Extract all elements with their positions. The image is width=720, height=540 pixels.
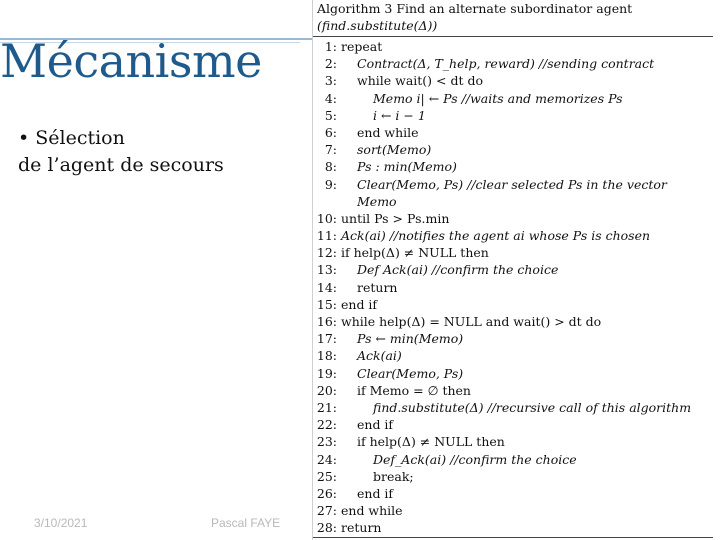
algorithm-line-number: 3: — [324, 73, 337, 89]
slide-title: Mécanisme — [0, 34, 262, 88]
algorithm-line — [313, 313, 720, 330]
algorithm-line-number: 4: — [324, 90, 337, 106]
algorithm-line — [313, 124, 720, 141]
algorithm-line-text: Contract(Δ, T_help, reward) //sending contract — [357, 56, 655, 72]
algorithm-line — [313, 261, 720, 278]
algorithm-signature: (find.substitute(Δ)) — [317, 18, 438, 33]
algorithm-line — [313, 468, 720, 485]
algorithm-line-number: 26: — [316, 485, 337, 501]
algorithm-line — [313, 141, 720, 158]
algorithm-line-text: Ack(ai) //notifies the agent ai whose Ps is chosen — [341, 228, 651, 244]
algorithm-line — [313, 90, 720, 107]
algorithm-line-number: 1: — [324, 39, 337, 54]
algorithm-line-text: until Ps > Ps.min — [341, 210, 450, 226]
algorithm-line — [313, 519, 720, 536]
algorithm-line-number: 16: — [316, 314, 337, 329]
algorithm-line-number: 9: — [324, 176, 337, 192]
algorithm-line-text: Memo i| ← Ps //waits and memorizes Ps — [373, 90, 623, 106]
algorithm-line — [313, 382, 720, 399]
algorithm-line-number: 20: — [316, 382, 337, 398]
algorithm-line-number: 19: — [316, 365, 337, 381]
algorithm-line-text: Clear(Memo, Ps) //clear selected Ps in the vector — [357, 176, 667, 192]
algorithm-line-number: 22: — [316, 417, 337, 433]
algorithm-line-number: 13: — [316, 262, 337, 278]
algorithm-line-text: while wait() < dt do — [357, 73, 483, 89]
algorithm-line — [313, 485, 720, 502]
algorithm-line — [313, 451, 720, 468]
algorithm-line-text: Ack(ai) — [357, 348, 402, 364]
algorithm-line-number: 5: — [324, 107, 337, 123]
algorithm-line-number: 11: — [316, 228, 337, 244]
algorithm-line-text: end if — [357, 485, 394, 501]
algorithm-lines — [313, 38, 720, 536]
algorithm-line-text: end while — [341, 503, 403, 519]
algorithm-line — [313, 176, 720, 193]
algorithm-line — [313, 416, 720, 433]
algorithm-line-text: find.substitute(Δ) //recursive call of this algorithm — [373, 399, 692, 415]
algorithm-line-text: sort(Memo) — [357, 142, 432, 158]
algorithm-line — [313, 55, 720, 72]
algorithm-line-number: 12: — [316, 245, 337, 261]
algorithm-line-text: i ← i − 1 — [373, 107, 426, 123]
algorithm-line-text: end if — [341, 296, 378, 312]
algorithm-bottom-rule — [313, 537, 713, 538]
algorithm-line-number: 17: — [316, 331, 337, 347]
algorithm-line-number: 23: — [316, 434, 337, 450]
algorithm-line-text: break; — [373, 468, 414, 484]
algorithm-line-text: if help(Δ) ≠ NULL then — [341, 245, 489, 261]
algorithm-line-number: 6: — [324, 124, 337, 140]
algorithm-line-number: 18: — [316, 348, 337, 364]
algorithm-line — [313, 158, 720, 175]
footer-date: 3/10/2021 — [34, 516, 88, 530]
algorithm-line — [313, 244, 720, 261]
algorithm-line-text: Def_Ack(ai) //confirm the choice — [373, 451, 577, 467]
algorithm-line — [313, 227, 720, 244]
algorithm-line-text: return — [357, 279, 398, 295]
algorithm-line — [313, 72, 720, 89]
algorithm-line-number: 21: — [316, 399, 337, 415]
algorithm-line-number: 7: — [324, 142, 337, 158]
algorithm-line-number: 8: — [324, 159, 337, 175]
algorithm-line-number: 15: — [316, 296, 337, 312]
algorithm-line-number: 24: — [316, 451, 337, 467]
algorithm-line — [313, 210, 720, 227]
algorithm-line-text: return — [341, 520, 382, 536]
algorithm-panel — [312, 0, 720, 540]
bullet-text — [18, 125, 224, 179]
algorithm-line — [313, 347, 720, 364]
algorithm-line — [313, 399, 720, 416]
algorithm-header-rule — [313, 36, 713, 37]
algorithm-line-text: end while — [357, 124, 419, 140]
algorithm-line — [313, 279, 720, 296]
algorithm-line — [313, 330, 720, 347]
algorithm-title: Algorithm 3 Find an alternate subordinator agent — [317, 1, 633, 16]
algorithm-line-text: Ps : min(Memo) — [357, 159, 457, 175]
algorithm-line-number: 25: — [316, 468, 337, 484]
algorithm-line-text: end if — [357, 417, 394, 433]
algorithm-line-text: if Memo = ∅ then — [357, 382, 471, 398]
algorithm-line — [313, 38, 720, 55]
algorithm-line — [313, 296, 720, 313]
algorithm-line-number: 2: — [324, 56, 337, 72]
algorithm-line-text: Ps ← min(Memo) — [357, 331, 464, 347]
algorithm-line — [313, 193, 720, 210]
algorithm-line-text: Memo — [357, 193, 397, 209]
algorithm-line-text: if help(Δ) ≠ NULL then — [357, 434, 505, 450]
algorithm-line-text: Clear(Memo, Ps) — [357, 365, 464, 381]
algorithm-line-text: repeat — [341, 39, 383, 54]
bullet-line-1: • Sélection — [18, 127, 125, 149]
algorithm-line-text: Def Ack(ai) //confirm the choice — [357, 262, 559, 278]
algorithm-header — [317, 0, 717, 40]
footer-author: Pascal FAYE — [211, 516, 281, 530]
algorithm-line — [313, 433, 720, 450]
algorithm-line-number: 10: — [316, 210, 337, 226]
algorithm-line — [313, 502, 720, 519]
algorithm-line — [313, 107, 720, 124]
algorithm-line-text: while help(Δ) = NULL and wait() > dt do — [341, 314, 602, 329]
algorithm-line-number: 28: — [316, 520, 337, 536]
algorithm-line — [313, 365, 720, 382]
algorithm-line-number: 14: — [316, 279, 337, 295]
algorithm-line-number: 27: — [316, 503, 337, 519]
bullet-line-2: de l’agent de secours — [18, 154, 224, 176]
